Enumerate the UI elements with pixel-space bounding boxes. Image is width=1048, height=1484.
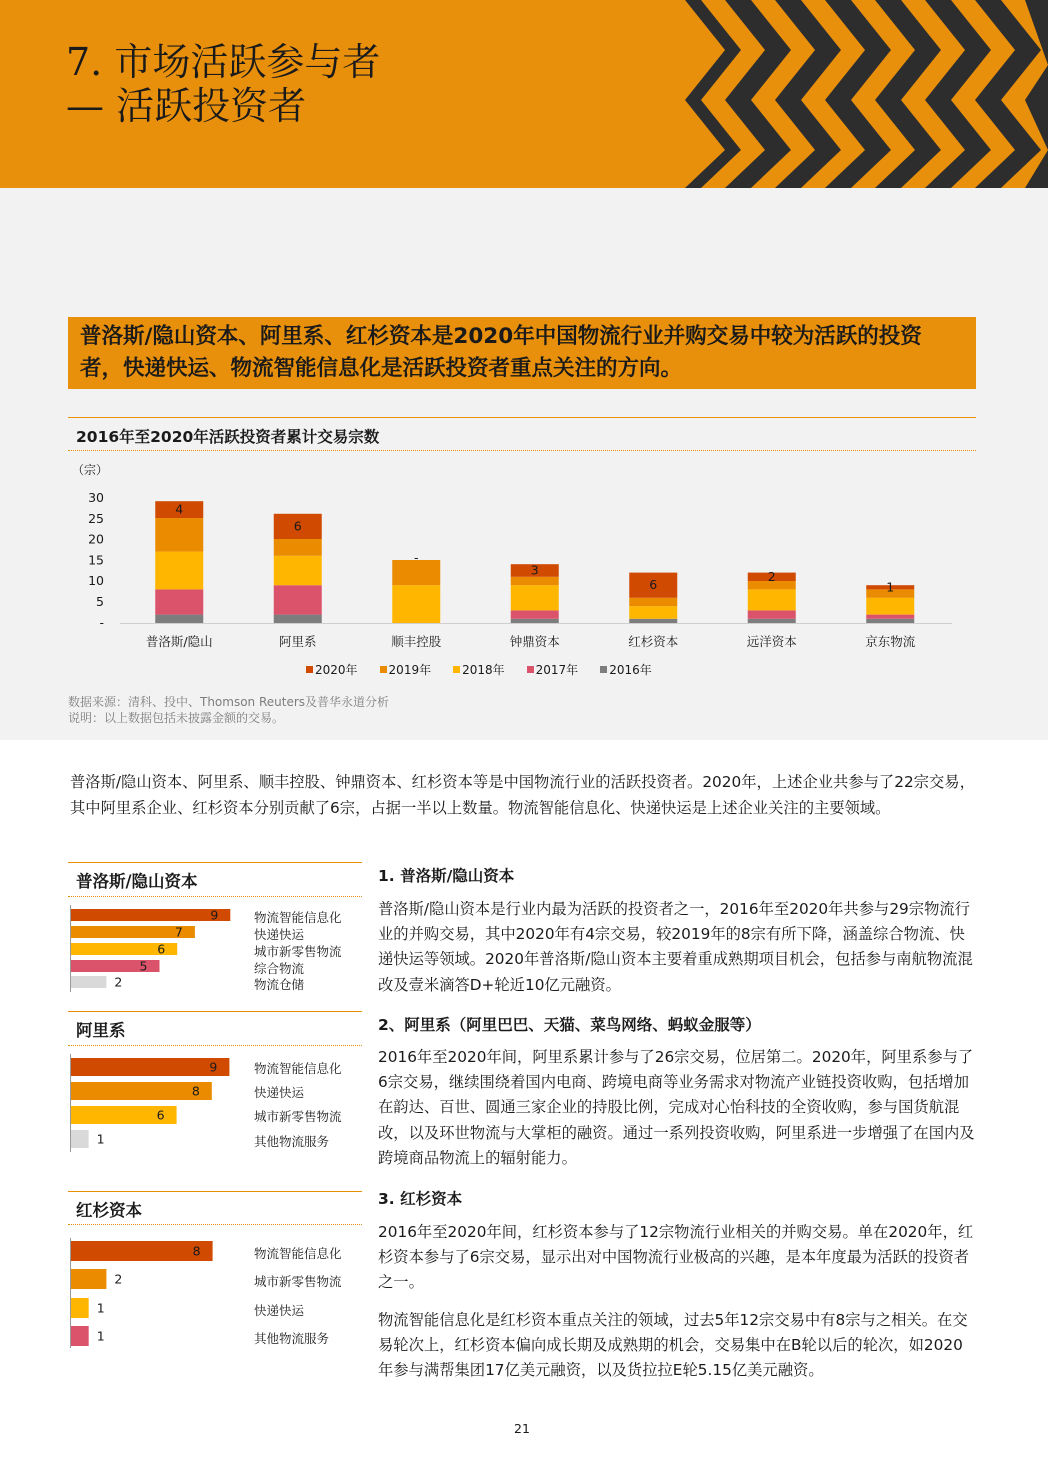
- bar-segment: [274, 539, 322, 556]
- y-tick-label: 30: [88, 490, 104, 505]
- page-title-line2: — 活跃投资者: [66, 84, 307, 128]
- bar-segment: [155, 552, 203, 590]
- section-1-heading: 1. 普洛斯/隐山资本: [378, 867, 515, 885]
- bar-data-label: -: [413, 550, 419, 565]
- bar-segment: [866, 615, 914, 619]
- bar-segment: [629, 598, 677, 606]
- bar-value-label: 7: [174, 924, 183, 940]
- section-3-paragraph-1: 2016年至2020年间，红杉资本参与了12宗物流行业相关的并购交易。单在2020年，红杉资本参与了6宗交易，显示出对中国物流行业极高的兴趣，是本年度最为活跃的投资者之一。: [378, 1223, 974, 1292]
- section-1-paragraph: 普洛斯/隐山资本是行业内最为活跃的投资者之一，2016年至2020年共参与29宗物流行业的并购交易，其中2020年有4宗交易，较2019年的8宗有所下降，涵盖综合物流、快递快运等领域。2020年普洛斯/隐山资本主要着重成熟期项目机会，包括参与南航物流混改及壹米滴答D+轮近10亿元融资。: [378, 900, 973, 994]
- investor-3-title-rule: [68, 1224, 362, 1225]
- bar-segment: [155, 589, 203, 614]
- legend-item: [527, 661, 579, 678]
- investor-1-rule: [68, 862, 362, 863]
- bar-segment: [392, 585, 440, 623]
- bar-data-label: 6: [649, 577, 658, 593]
- category-bar: [71, 1269, 106, 1289]
- investor-2-cat-1: 物流智能信息化: [254, 1061, 342, 1076]
- bar-data-label: 1: [886, 579, 895, 595]
- investor-2-title: 阿里系: [76, 1021, 126, 1040]
- x-tick-label: 顺丰控股: [391, 634, 442, 649]
- y-tick-label: 15: [88, 552, 104, 568]
- investor-1-cat-5: 物流仓储: [254, 977, 305, 992]
- legend-label: 2016年: [609, 663, 652, 677]
- legend-item: [453, 661, 505, 678]
- bar-segment: [629, 606, 677, 619]
- investor-2-rule: [68, 1011, 362, 1012]
- investor-3-cat-3: 快递快运: [254, 1303, 305, 1318]
- bar-value-label: 1: [96, 1328, 105, 1344]
- category-bar: [71, 1298, 89, 1318]
- highlight-box: 普洛斯/隐山资本、阿里系、红杉资本是2020年中国物流行业并购交易中较为活跃的投资者，快递快运、物流智能信息化是活跃投资者重点关注的方向。: [68, 317, 976, 389]
- bar-segment: [155, 518, 203, 552]
- chart-title-rule: [68, 450, 976, 451]
- category-bar: [71, 1326, 89, 1346]
- bar-value-label: 2: [114, 1271, 123, 1287]
- bar-segment: [274, 615, 322, 623]
- bar-segment: [511, 610, 559, 618]
- source-note: [68, 694, 389, 726]
- legend-label: 2018年: [462, 663, 505, 677]
- bar-segment: [748, 619, 796, 623]
- chart-top-rule: [68, 417, 976, 418]
- x-tick-label: 远洋资本: [746, 634, 797, 649]
- legend-swatch: [527, 666, 534, 673]
- bar-value-label: 6: [157, 941, 166, 957]
- y-tick-label: -: [99, 614, 104, 630]
- investor-1-cat-2: 快递快运: [254, 927, 305, 942]
- dark-arrow-stripes: [685, 0, 1048, 188]
- bar-data-label: 6: [293, 518, 302, 534]
- x-tick-label: 红杉资本: [628, 634, 679, 649]
- category-bar: [71, 1082, 212, 1100]
- investor-3-title: 红杉资本: [76, 1201, 142, 1220]
- bar-segment: [866, 598, 914, 615]
- bar-value-label: 1: [96, 1300, 105, 1316]
- investor-2-cat-3: 城市新零售物流: [254, 1109, 342, 1124]
- investor-1-cat-4: 综合物流: [254, 961, 305, 976]
- category-bar: [71, 1130, 89, 1148]
- bar-segment: [274, 556, 322, 585]
- legend-swatch: [600, 666, 607, 673]
- section-2-paragraph: 2016年至2020年间，阿里系累计参与了26宗交易，位居第二。2020年，阿里系参与了6宗交易，继续围绕着国内电商、跨境电商等业务需求对物流产业链投资收购，包括增加在韵达、百世、圆通三家企业的持股比例，完成对心怡科技的全资收购，参与国货航混改，以及环世物流与大掌柜的融资。通过一系列投资收购，阿里系进一步增强了在国内及跨境商品物流上的辐射能力。: [378, 1048, 975, 1167]
- data-note: 说明：以上数据包括未披露金额的交易。: [68, 711, 285, 725]
- bar-segment: [748, 610, 796, 618]
- bar-value-label: 9: [210, 907, 219, 923]
- section-3-paragraph-2: 物流智能信息化是红杉资本重点关注的领域，过去5年12宗交易中有8宗与之相关。在交易轮次上，红杉资本偏向成长期及成熟期的机会，交易集中在B轮以后的轮次，如2020年参与满帮集团17亿美元融资，以及货拉拉E轮5.15亿美元融资。: [378, 1311, 968, 1380]
- chart-title: 2016年至2020年活跃投资者累计交易宗数: [76, 428, 380, 446]
- legend-swatch: [453, 666, 460, 673]
- y-tick-label: 25: [88, 510, 104, 526]
- bar-value-label: 8: [192, 1243, 201, 1259]
- x-tick-label: 阿里系: [278, 634, 317, 649]
- bar-value-label: 2: [114, 974, 123, 990]
- y-tick-label: 20: [88, 531, 104, 547]
- chart-y-unit: （宗）: [72, 463, 109, 477]
- investor-3-cat-1: 物流智能信息化: [254, 1246, 342, 1261]
- y-tick-label: 10: [88, 573, 104, 589]
- investor-3-cat-4: 其他物流服务: [254, 1331, 330, 1346]
- x-tick-label: 普洛斯/隐山: [145, 634, 213, 649]
- investor-2-title-rule: [68, 1045, 362, 1046]
- category-bar: [71, 1058, 229, 1076]
- bar-segment: [274, 585, 322, 614]
- x-tick-label: 钟鼎资本: [509, 634, 560, 649]
- legend-item: [306, 661, 358, 678]
- bar-segment: [155, 615, 203, 623]
- investor-2-cat-2: 快递快运: [254, 1085, 305, 1100]
- bar-value-label: 8: [191, 1083, 200, 1099]
- legend-label: 2017年: [535, 663, 579, 677]
- bar-value-label: 5: [139, 958, 148, 974]
- investor-3-cat-2: 城市新零售物流: [254, 1274, 342, 1289]
- legend-swatch: [306, 666, 313, 673]
- y-tick-label: 5: [96, 594, 104, 609]
- investor-1-cat-1: 物流智能信息化: [254, 910, 342, 925]
- bar-segment: [511, 577, 559, 585]
- bar-value-label: 9: [209, 1059, 218, 1075]
- legend-item: [600, 661, 652, 678]
- page-number: 21: [514, 1421, 530, 1436]
- legend-swatch: [380, 666, 387, 673]
- bar-data-label: 2: [767, 568, 776, 584]
- category-bar: [71, 909, 230, 921]
- stacked-bar-chart: [0, 480, 1048, 660]
- legend-item: [380, 661, 432, 678]
- investor-1-title: 普洛斯/隐山资本: [76, 872, 198, 891]
- data-source: 数据来源：清科、投中、Thomson Reuters及普华永道分析: [68, 695, 390, 709]
- legend-label: 2020年: [315, 663, 358, 677]
- investor-3-bars: [0, 1234, 250, 1352]
- chart-legend: [306, 661, 674, 678]
- category-bar: [71, 976, 106, 988]
- section-2-heading: 2、阿里系（阿里巴巴、天猫、菜鸟网络、蚂蚁金服等）: [378, 1016, 761, 1034]
- investor-3-rule: [68, 1191, 362, 1192]
- intro-paragraph: 普洛斯/隐山资本、阿里系、顺丰控股、钟鼎资本、红杉资本等是中国物流行业的活跃投资者。2020年，上述企业共参与了22宗交易，其中阿里系企业、红杉资本分别贡献了6宗，占据一半以上数量。物流智能信息化、快递快运是上述企业关注的主要领域。: [70, 773, 975, 817]
- bar-segment: [866, 619, 914, 623]
- legend-label: 2019年: [388, 663, 432, 677]
- bar-data-label: 4: [175, 501, 184, 517]
- bar-value-label: 6: [156, 1107, 165, 1123]
- bar-segment: [748, 589, 796, 610]
- bar-segment: [511, 585, 559, 610]
- page-title-line1: 7. 市场活跃参与者: [66, 40, 381, 84]
- bar-value-label: 1: [96, 1131, 105, 1147]
- category-bar: [71, 1241, 213, 1261]
- bar-data-label: 3: [530, 562, 539, 578]
- bar-segment: [629, 619, 677, 623]
- investor-1-title-rule: [68, 896, 362, 897]
- section-3-heading: 3. 红杉资本: [378, 1190, 463, 1208]
- investor-2-cat-4: 其他物流服务: [254, 1134, 330, 1149]
- bar-segment: [511, 619, 559, 623]
- x-tick-label: 京东物流: [865, 634, 916, 649]
- investor-1-cat-3: 城市新零售物流: [254, 944, 342, 959]
- investor-1-bars: [0, 900, 250, 1000]
- investor-2-bars: [0, 1050, 250, 1156]
